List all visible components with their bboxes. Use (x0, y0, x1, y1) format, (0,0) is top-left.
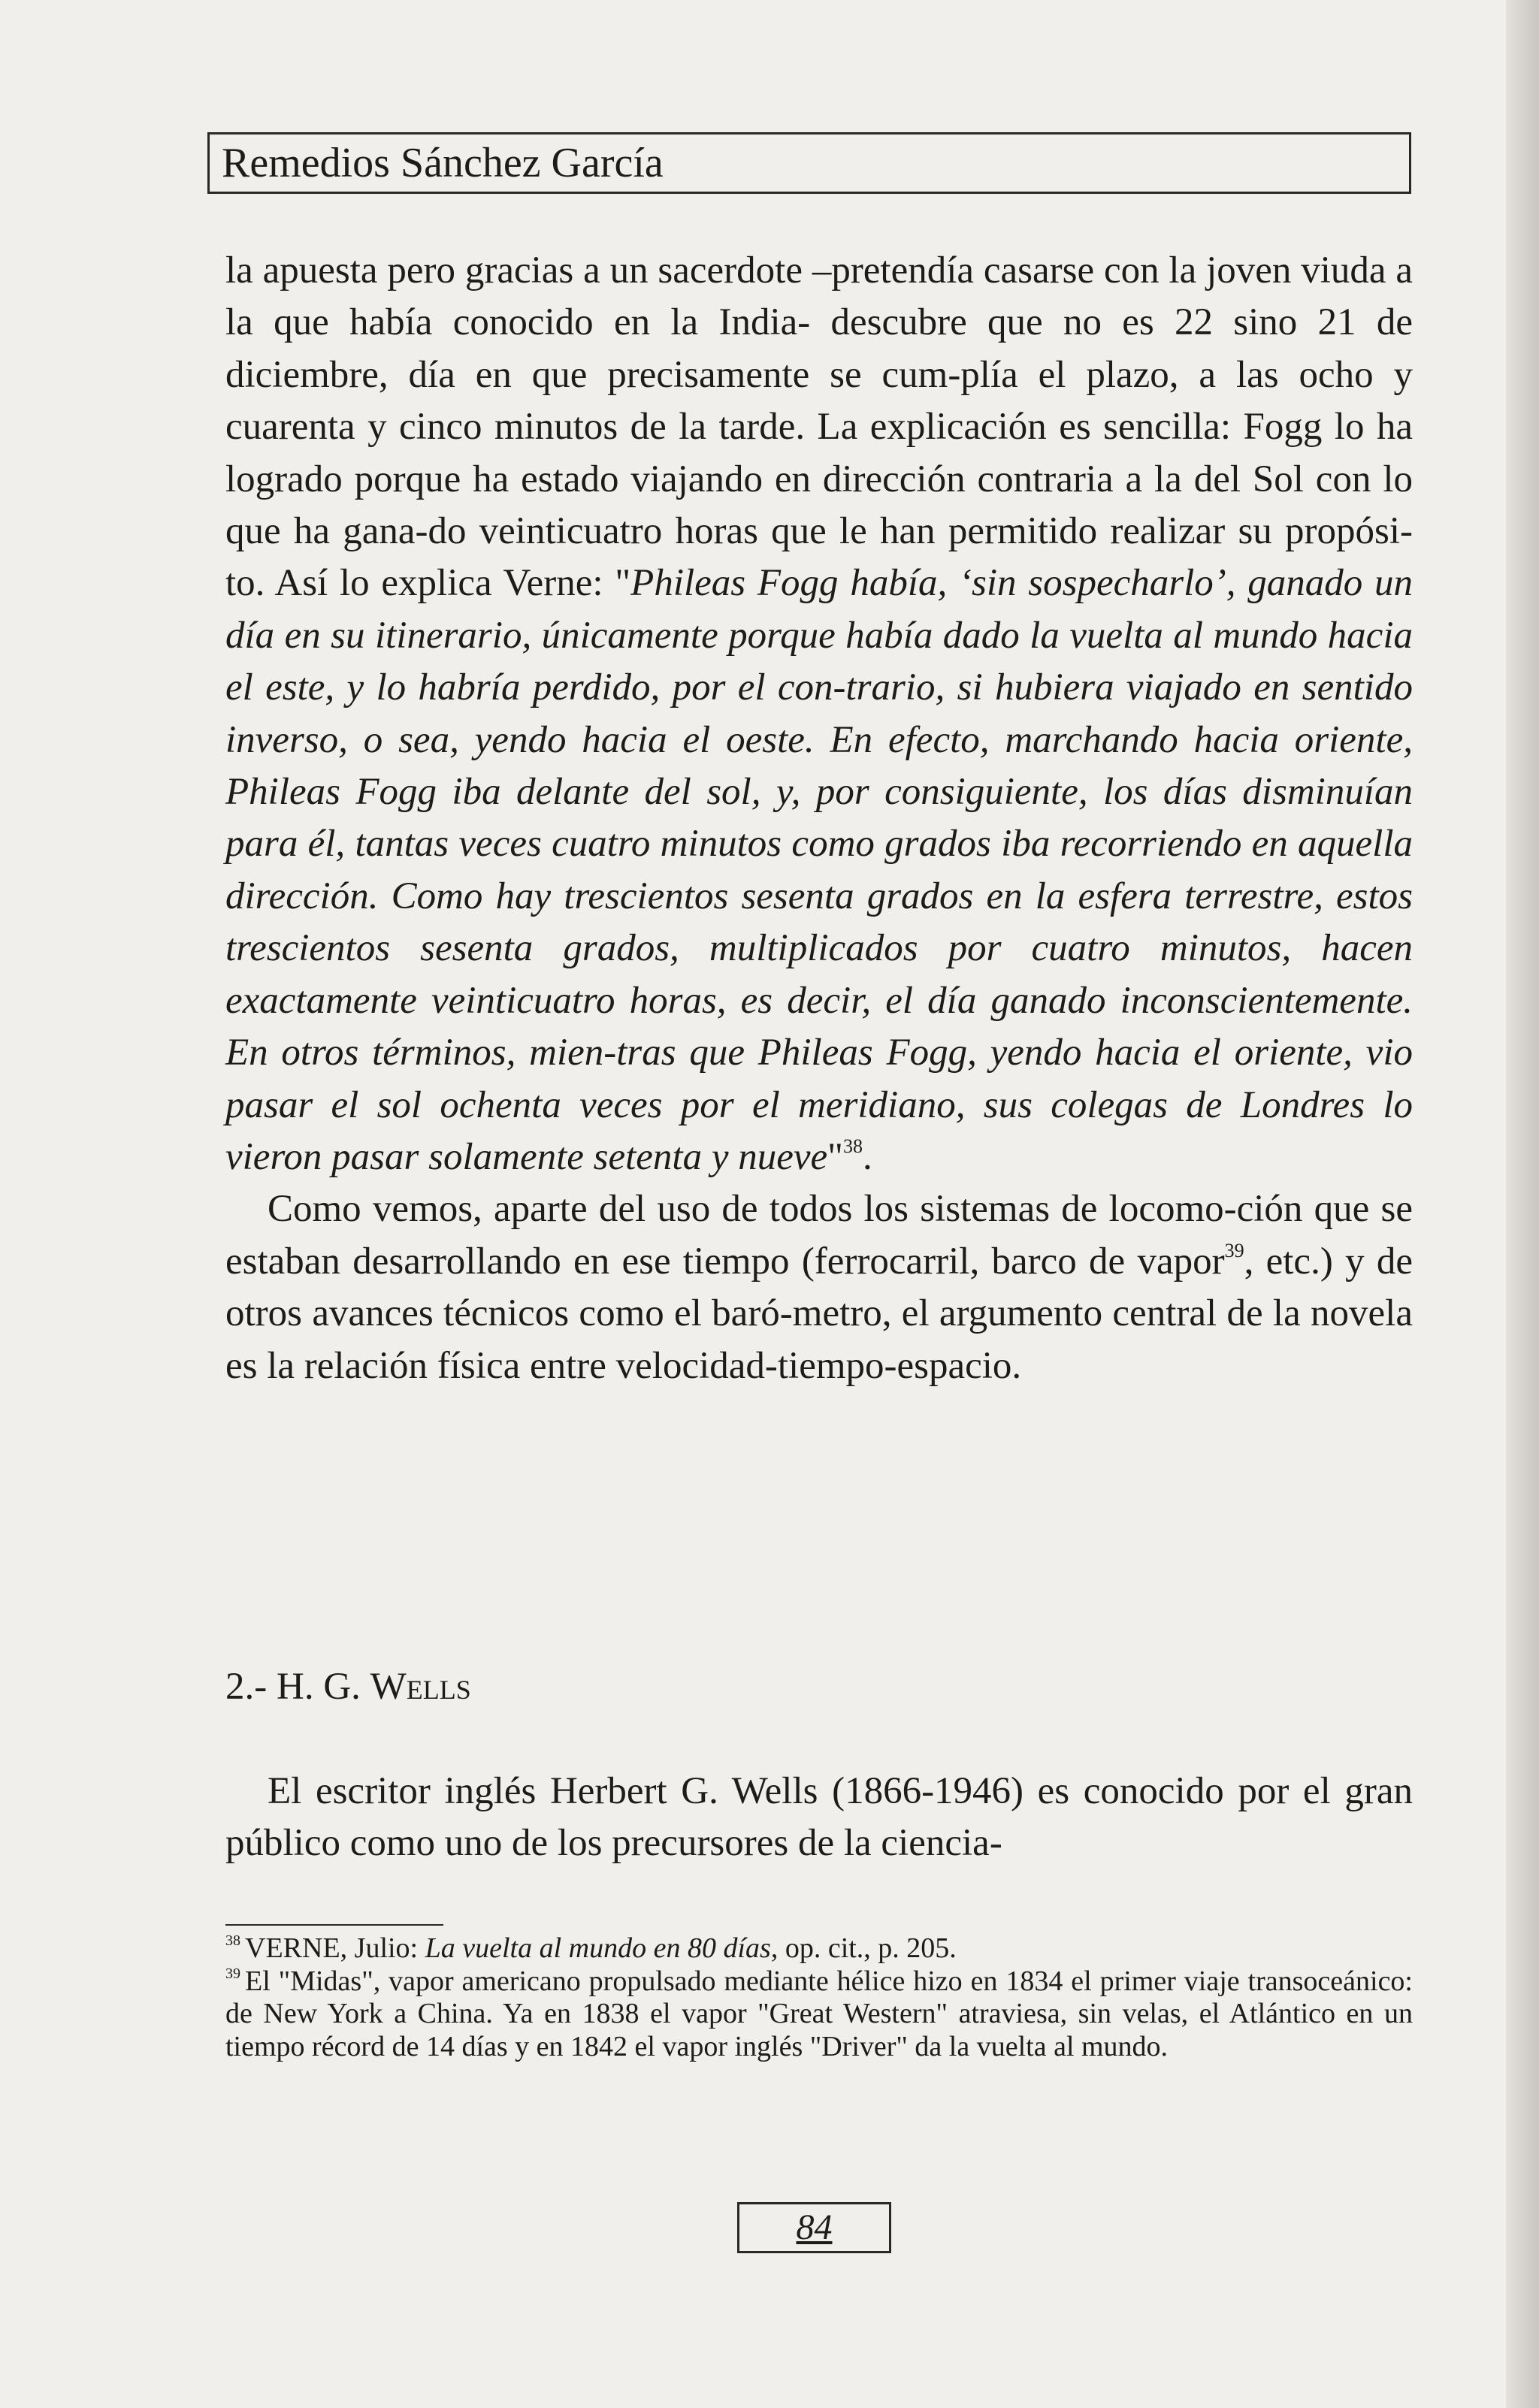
section-paragraph: El escritor inglés Herbert G. Wells (1866-1946) es conocido por el gran público como uno de los precursores de la ciencia- (225, 1770, 1413, 1865)
footnote-38-ref: , op. cit., p. 205. (770, 1932, 957, 1964)
paragraph-2-text-a: Como vemos, aparte del uso de todos los sistemas de locomo-ción que se estaban desarrollando en ese tiempo (ferrocarril, barco de vapor (225, 1188, 1413, 1283)
paragraph-2 (225, 1183, 1413, 1392)
footnote-39-text: El "Midas", vapor americano propulsado mediante hélice hizo en 1834 el primer viaje transoceánico: de New York a China. Ya en 1838 el vapor "Great Western" atraviesa, sin velas, el Atlántico en un tiempo récord de 14 días y en 1842 el vapor inglés "Driver" da la vuelta al mundo. (225, 1965, 1413, 2062)
footnote-divider (225, 1924, 443, 1926)
running-head (207, 132, 1411, 194)
footnote-38-author: VERNE, Julio: (245, 1932, 425, 1964)
paragraph-1 (225, 245, 1413, 1183)
footnote-38-title: La vuelta al mundo en 80 días (425, 1932, 771, 1964)
footnote-38-mark: 38 (225, 1932, 240, 1949)
verne-quote: Phileas Fogg había, ‘sin sospecharlo’, ganado un día en su itinerario, únicamente porque había dado la vuelta al mundo hacia el este, y lo habría perdido, por el con-trario, si hubiera viajado en sentido inverso, o sea, yendo hacia el oeste. En efecto, marchando hacia oriente, Phileas Fogg iba delante del sol, y, por consiguiente, los días disminuían para él, tantas veces cuatro minutos como grados iba recorriendo en aquella dirección. Como hay trescientos sesenta grados en la esfera terrestre, estos trescientos sesenta grados, multiplicados por cuatro minutos, hacen exactamente veinticuatro horas, es decir, el día ganado inconscientemente. En otros términos, mien-tras que Phileas Fogg, yendo hacia el oriente, vio pasar el sol ochenta veces por el meridiano, sus colegas de Londres lo vieron pasar solamente setenta y nueve (225, 562, 1413, 1178)
footnote-38 (225, 1932, 1413, 1965)
scan-edge (1506, 0, 1539, 2408)
footnote-ref-38: 38 (842, 1135, 863, 1157)
running-head-text: Remedios Sánchez García (222, 140, 664, 186)
paragraph-1-end: . (862, 1135, 872, 1178)
page-number: 84 (737, 2202, 891, 2253)
body-text (225, 245, 1413, 1392)
section-heading (225, 1660, 471, 1713)
footnote-39-mark: 39 (225, 1965, 240, 1982)
section-heading-name: Wells (370, 1666, 471, 1708)
footnotes (225, 1932, 1413, 2063)
section-heading-number: 2.- H. G. (225, 1666, 370, 1708)
footnote-ref-39: 39 (1224, 1239, 1244, 1261)
paragraph-2-text-b: , etc.) y de otros avances técnicos como el baró-metro, el argumento central de la novela es la relación física entre velocidad-tiempo-espacio. (225, 1240, 1414, 1387)
quote-close: " (827, 1135, 843, 1178)
footnote-39 (225, 1965, 1413, 2064)
paragraph-1-text: la apuesta pero gracias a un sacerdote –pretendía casarse con la joven viuda a la que había conocido en la India- descubre que no es 22 sino 21 de diciembre, día en que precisamente se cum-plía el plazo, a las ocho y cuarenta y cinco minutos de la tarde. La explicación es sencilla: Fogg lo ha logrado porque ha estado viajando en dirección contraria a la del Sol con lo que ha gana-do veinticuatro horas que le han permitido realizar su propósi-to. Así lo explica Verne: " (225, 249, 1413, 605)
